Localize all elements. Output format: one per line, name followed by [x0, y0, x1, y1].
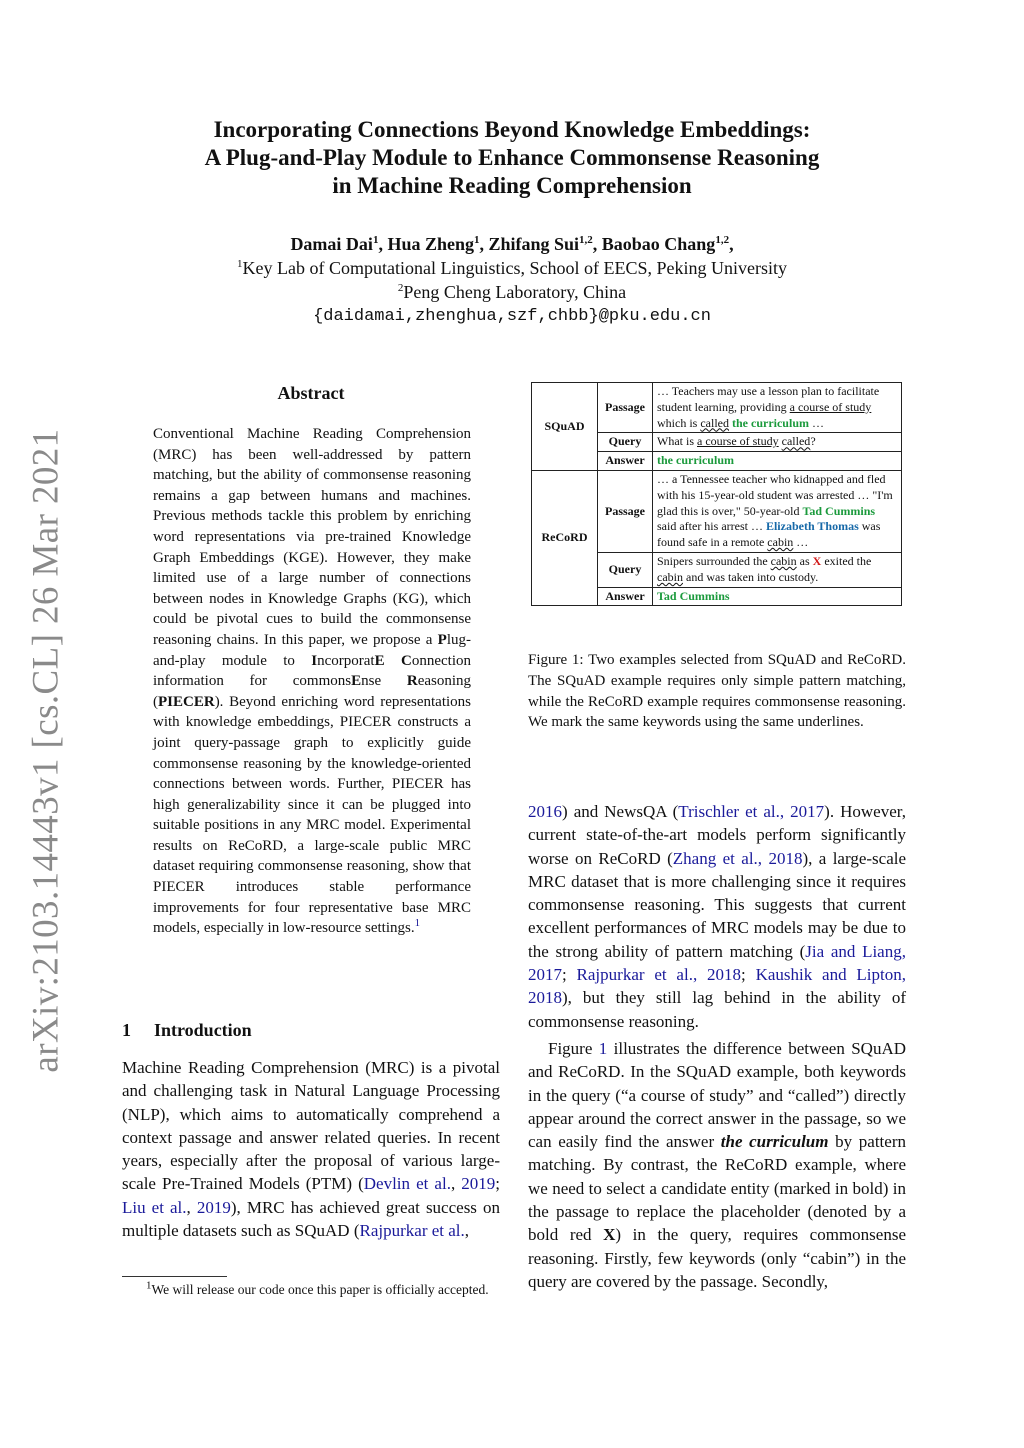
- citation-link[interactable]: Kaushik and Lipton, 2018: [528, 965, 906, 1008]
- affiliation-2: $^2$Peng Cheng Laboratory, China: [397, 282, 627, 302]
- introduction-paragraph: Machine Reading Comprehension (MRC) is a pivotal and challenging task in Natural Language Processing (NLP), which aims to automatically comprehend a context passage and answer related queries. In recent years, especially after the proposal of various large-scale Pre-Trained Models (PTM) (Devlin et al., 2019; Liu et al., 2019), MRC has achieved great success on multiple datasets such as SQuAD (Rajpurkar et al.,: [122, 1058, 501, 1241]
- citation-link[interactable]: Rajpurkar et al.: [359, 1221, 465, 1241]
- squad-answer-text: the curriculum: [653, 452, 902, 471]
- record-passage-text: … a Tennessee teacher who kidnapped and fled with his 15-year-old student was arrested … "I'm glad this is over," 50-year-old Tad Cummins said after his arrest … Elizabeth Thomas was found safe in a remote cabin …: [653, 470, 902, 552]
- citation-link[interactable]: Zhang et al., 2018: [672, 848, 803, 868]
- footnote-link[interactable]: 1: [414, 917, 421, 930]
- paragraph: Figure 1 illustrates the difference between SQuAD and ReCoRD. In the SQuAD example, both keywords in the query (“a course of study” and “called”) directly appear around the correct answer in the passage, so we can easily find the answer the curriculum by pattern matching. By contrast, the ReCoRD example, where we need to select a candidate entity (marked in bold) in the passage to replace the placeholder (denoted by a bold red X) in the query, requires commonsense reasoning. Firstly, few keywords (only “cabin”) in the query are covered by the passage. Secondly,: [528, 1038, 906, 1291]
- title-line-2: A Plug-and-Play Module to Enhance Commonsense Reasoning: [204, 145, 820, 170]
- figure-1-table: [531, 382, 902, 606]
- footnote-divider: [122, 1276, 227, 1277]
- title-line-1: Incorporating Connections Beyond Knowledge Embeddings:: [213, 117, 811, 142]
- citation-link[interactable]: 2019: [196, 1197, 231, 1217]
- arxiv-identifier-stamp: [8, 427, 84, 1073]
- dataset-label-record: ReCoRD: [532, 470, 598, 605]
- record-answer-text: Tad Cummins: [653, 587, 902, 606]
- citation-link[interactable]: Trischler et al., 2017: [678, 802, 825, 821]
- paragraph: 2016) and NewsQA (Trischler et al., 2017). However, current state-of-the-art models perform significantly worse on ReCoRD (Zhang et al., 2018), a large-scale MRC dataset that is more challenging since it requires commonsense reasoning. This suggests that current excellent performances of MRC models may be due to the strong ability of pattern matching (Jia and Liang, 2017; Rajpurkar et al., 2018; Kaushik and Lipton, 2018), but they still lag behind in the ability of commonsense reasoning.: [528, 802, 907, 1031]
- dataset-label-squad: SQuAD: [532, 383, 598, 471]
- row-label: Passage: [598, 470, 653, 552]
- author-list: Damai Dai$^1$, Hua Zheng$^1$, Zhifang Sui$^{1,2}$, Baobao Chang$^{1,2}$,: [290, 234, 734, 254]
- abstract-body: Conventional Machine Reading Comprehension (MRC) has been well-addressed by pattern matching, but the ability of commonsense reasoning remains a gap between humans and machines. Previous methods tackle this problem by enriching word representations via pre-trained Knowledge Graph Embeddings (KGE). However, they make limited use of a large number of connections between nodes in Knowledge Graphs (KG), which could be pivotal cues to build the commonsense reasoning chains. In this paper, we propose a Plug-and-play module to IncorporatE Connection information for commonsEnse Reasoning (PIECER). Beyond enriching word representations with knowledge embeddings, PIECER constructs a joint query-passage graph to explicitly guide commonsense reasoning by the knowledge-oriented connections between words. Further, PIECER has high generalizability since it can be plugged into suitable positions in any MRC model. Experimental results on ReCoRD, a large-scale public MRC dataset requiring commonsense reasoning, show that PIECER introduces stable performance improvements for four representative base MRC models, especially in low-resource settings.$^1$: [153, 426, 472, 937]
- citation-link[interactable]: 2016: [528, 802, 562, 821]
- author-affil-mark: 1: [372, 234, 379, 246]
- citation-link[interactable]: Jia and Liang, 2017: [528, 941, 906, 985]
- author-name: Baobao Chang: [601, 234, 716, 254]
- paper-header: [120, 116, 904, 330]
- author-name: Hua Zheng: [387, 234, 474, 254]
- row-label: Query: [598, 552, 653, 587]
- section-heading-introduction: 1 Introduction: [122, 1020, 252, 1040]
- row-label: Answer: [598, 587, 653, 606]
- citation-link[interactable]: Devlin et al.: [363, 1174, 451, 1194]
- record-query-text: Snipers surrounded the cabin as X exited the cabin and was taken into custody.: [653, 552, 902, 587]
- citation-link[interactable]: Liu et al.: [122, 1197, 187, 1217]
- squad-query-text: What is a course of study called?: [653, 433, 902, 452]
- method-name: PIECER: [158, 693, 215, 710]
- record-passage-row: [532, 470, 902, 552]
- row-label: Answer: [598, 452, 653, 471]
- right-column-body: [528, 800, 906, 1293]
- author-affil-mark: 1,2: [715, 234, 730, 246]
- citation-link[interactable]: 2019: [461, 1174, 496, 1194]
- figure-reference-link[interactable]: 1: [598, 1038, 608, 1058]
- affiliation-1: $^1$Key Lab of Computational Linguistics, School of EECS, Peking University: [237, 258, 787, 278]
- author-email: {daidamai,zhenghua,szf,chbb}@pku.edu.cn: [313, 307, 711, 326]
- arxiv-id-text: arXiv:2103.14443v1 [cs.CL] 26 Mar 2021: [25, 427, 67, 1073]
- footnote: $^1$We will release our code once this paper is officially accepted.: [146, 1279, 489, 1297]
- author-affil-mark: 1: [473, 234, 480, 246]
- squad-passage-text: … Teachers may use a lesson plan to facilitate student learning, providing a course of study which is called the curriculum …: [653, 383, 902, 433]
- abstract-heading: Abstract: [277, 383, 345, 403]
- author-name: Zhifang Sui: [488, 234, 580, 254]
- author-name: Damai Dai: [290, 234, 373, 254]
- citation-link[interactable]: Rajpurkar et al., 2018: [576, 965, 742, 985]
- squad-passage-row: [532, 383, 902, 433]
- title-line-3: in Machine Reading Comprehension: [332, 173, 692, 198]
- row-label: Passage: [598, 383, 653, 433]
- figure-1-caption: Figure 1: Two examples selected from SQuAD and ReCoRD. The SQuAD example requires only simple pattern matching, while the ReCoRD example requires commonsense reasoning. We mark the same keywords using the same underlines.: [528, 652, 906, 731]
- author-affil-mark: 1,2: [579, 234, 593, 246]
- paper-title: [120, 116, 904, 200]
- row-label: Query: [598, 433, 653, 452]
